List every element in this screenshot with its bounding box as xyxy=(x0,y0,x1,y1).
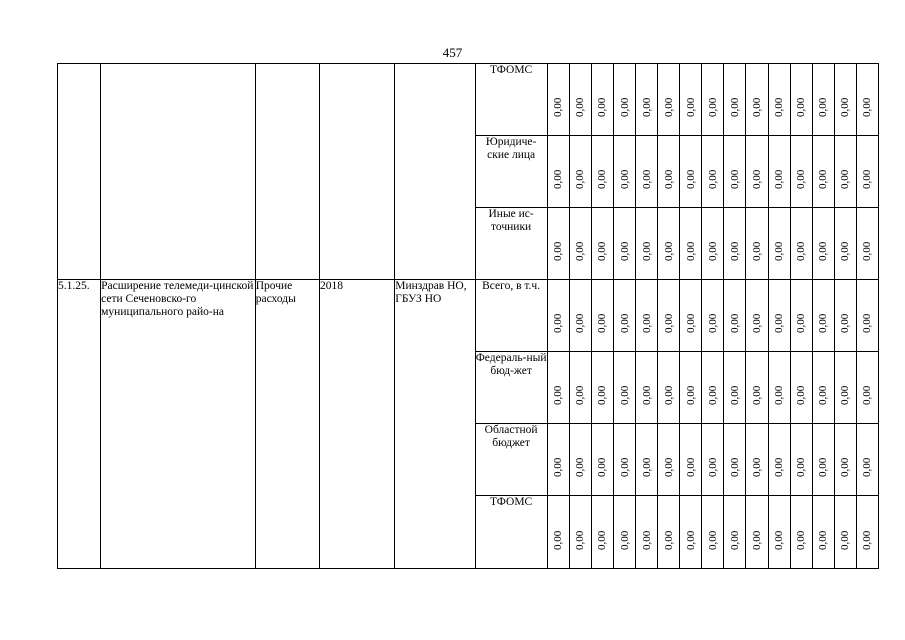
value-cell xyxy=(702,496,724,569)
value-text: 0,00 xyxy=(574,457,587,477)
value-cell xyxy=(768,136,790,208)
value-text: 0,00 xyxy=(817,385,830,405)
value-cell xyxy=(834,208,856,280)
value-cell xyxy=(856,64,878,136)
value-cell xyxy=(547,496,569,569)
value-text: 0,00 xyxy=(662,241,675,261)
value-text: 0,00 xyxy=(596,457,609,477)
value-cell xyxy=(658,424,680,496)
value-text: 0,00 xyxy=(552,313,565,333)
value-text: 0,00 xyxy=(684,313,697,333)
value-cell xyxy=(636,280,658,352)
value-cell xyxy=(591,64,613,136)
value-text: 0,00 xyxy=(795,241,808,261)
value-cell xyxy=(569,352,591,424)
value-cell xyxy=(834,352,856,424)
value-text: 0,00 xyxy=(795,530,808,550)
value-cell xyxy=(591,424,613,496)
value-text: 0,00 xyxy=(728,97,741,117)
value-text: 0,00 xyxy=(839,313,852,333)
value-text: 0,00 xyxy=(596,241,609,261)
value-text: 0,00 xyxy=(640,97,653,117)
value-cell xyxy=(746,208,768,280)
value-cell xyxy=(768,64,790,136)
value-cell xyxy=(547,64,569,136)
value-text: 0,00 xyxy=(706,241,719,261)
value-text: 0,00 xyxy=(596,97,609,117)
value-text: 0,00 xyxy=(728,530,741,550)
value-cell xyxy=(724,208,746,280)
value-text: 0,00 xyxy=(773,241,786,261)
value-text: 0,00 xyxy=(817,169,830,189)
value-text: 0,00 xyxy=(861,97,874,117)
value-text: 0,00 xyxy=(817,241,830,261)
value-cell xyxy=(746,424,768,496)
prev-name-cell xyxy=(101,64,256,280)
value-cell xyxy=(658,208,680,280)
funding-source-cell: Федераль-ный бюд-жет xyxy=(475,352,547,424)
value-text: 0,00 xyxy=(596,169,609,189)
value-cell xyxy=(834,280,856,352)
value-text: 0,00 xyxy=(817,97,830,117)
value-cell xyxy=(636,136,658,208)
value-cell xyxy=(790,496,812,569)
value-text: 0,00 xyxy=(795,457,808,477)
value-cell xyxy=(768,352,790,424)
value-cell xyxy=(569,496,591,569)
value-text: 0,00 xyxy=(640,169,653,189)
value-text: 0,00 xyxy=(662,97,675,117)
value-cell xyxy=(636,208,658,280)
value-text: 0,00 xyxy=(750,241,763,261)
value-cell xyxy=(790,352,812,424)
value-cell xyxy=(591,496,613,569)
value-cell xyxy=(680,136,702,208)
prev-year-cell xyxy=(319,64,394,280)
value-text: 0,00 xyxy=(640,530,653,550)
executor-cell: Минздрав НО, ГБУЗ НО xyxy=(395,280,475,569)
value-text: 0,00 xyxy=(750,530,763,550)
value-text: 0,00 xyxy=(728,457,741,477)
prev-executor-cell xyxy=(395,64,475,280)
value-cell xyxy=(702,280,724,352)
value-text: 0,00 xyxy=(750,169,763,189)
value-cell xyxy=(834,424,856,496)
value-text: 0,00 xyxy=(596,313,609,333)
value-cell xyxy=(613,424,635,496)
value-cell xyxy=(547,352,569,424)
value-cell xyxy=(547,208,569,280)
value-cell xyxy=(768,280,790,352)
value-cell xyxy=(856,424,878,496)
value-cell xyxy=(812,424,834,496)
value-text: 0,00 xyxy=(706,313,719,333)
value-cell xyxy=(724,280,746,352)
value-cell xyxy=(658,496,680,569)
value-text: 0,00 xyxy=(574,385,587,405)
value-text: 0,00 xyxy=(706,457,719,477)
value-text: 0,00 xyxy=(817,530,830,550)
value-text: 0,00 xyxy=(728,169,741,189)
value-text: 0,00 xyxy=(640,457,653,477)
value-text: 0,00 xyxy=(861,385,874,405)
item-name-cell: Расширение телемеди-цинской сети Сеченовско-го муниципального райо-на xyxy=(101,280,256,569)
value-cell xyxy=(680,424,702,496)
prev-number-cell xyxy=(58,64,101,280)
value-text: 0,00 xyxy=(618,313,631,333)
value-text: 0,00 xyxy=(861,457,874,477)
value-cell xyxy=(636,496,658,569)
value-text: 0,00 xyxy=(750,385,763,405)
value-cell xyxy=(591,208,613,280)
value-cell xyxy=(812,64,834,136)
value-text: 0,00 xyxy=(618,385,631,405)
value-cell xyxy=(746,136,768,208)
value-cell xyxy=(613,64,635,136)
value-cell xyxy=(768,208,790,280)
item-number-cell: 5.1.25. xyxy=(58,280,101,569)
value-text: 0,00 xyxy=(728,313,741,333)
value-text: 0,00 xyxy=(684,97,697,117)
value-cell xyxy=(636,64,658,136)
value-cell xyxy=(702,352,724,424)
value-cell xyxy=(680,64,702,136)
value-text: 0,00 xyxy=(773,457,786,477)
value-cell xyxy=(569,424,591,496)
value-cell xyxy=(856,136,878,208)
value-cell xyxy=(613,136,635,208)
value-cell xyxy=(724,496,746,569)
value-cell xyxy=(658,136,680,208)
value-text: 0,00 xyxy=(552,97,565,117)
value-cell xyxy=(856,496,878,569)
value-text: 0,00 xyxy=(817,313,830,333)
value-text: 0,00 xyxy=(750,313,763,333)
value-cell xyxy=(680,352,702,424)
value-cell xyxy=(702,424,724,496)
value-cell xyxy=(658,280,680,352)
value-text: 0,00 xyxy=(817,457,830,477)
value-cell xyxy=(613,280,635,352)
value-cell xyxy=(834,136,856,208)
value-text: 0,00 xyxy=(662,313,675,333)
budget-table xyxy=(57,63,879,569)
expense-type-cell: Прочие расходы xyxy=(255,280,319,569)
value-cell xyxy=(746,352,768,424)
value-cell xyxy=(746,496,768,569)
value-text: 0,00 xyxy=(618,530,631,550)
value-cell xyxy=(790,208,812,280)
value-text: 0,00 xyxy=(839,385,852,405)
value-text: 0,00 xyxy=(552,241,565,261)
value-text: 0,00 xyxy=(618,241,631,261)
value-text: 0,00 xyxy=(706,385,719,405)
value-text: 0,00 xyxy=(640,385,653,405)
funding-source-cell: ТФОМС xyxy=(475,496,547,569)
value-text: 0,00 xyxy=(596,530,609,550)
value-cell xyxy=(856,208,878,280)
value-cell xyxy=(680,496,702,569)
value-text: 0,00 xyxy=(662,385,675,405)
funding-source-cell: Иные ис-точники xyxy=(475,208,547,280)
value-text: 0,00 xyxy=(552,169,565,189)
value-text: 0,00 xyxy=(706,169,719,189)
value-cell xyxy=(636,352,658,424)
value-text: 0,00 xyxy=(684,385,697,405)
value-cell xyxy=(702,208,724,280)
value-text: 0,00 xyxy=(861,530,874,550)
value-cell xyxy=(856,352,878,424)
value-text: 0,00 xyxy=(552,530,565,550)
value-cell xyxy=(790,280,812,352)
value-text: 0,00 xyxy=(574,169,587,189)
value-text: 0,00 xyxy=(795,313,808,333)
value-cell xyxy=(591,352,613,424)
value-cell xyxy=(724,64,746,136)
value-text: 0,00 xyxy=(552,385,565,405)
value-text: 0,00 xyxy=(728,385,741,405)
value-text: 0,00 xyxy=(684,169,697,189)
value-text: 0,00 xyxy=(640,241,653,261)
value-cell xyxy=(790,136,812,208)
value-text: 0,00 xyxy=(596,385,609,405)
value-cell xyxy=(768,424,790,496)
value-cell xyxy=(613,208,635,280)
value-text: 0,00 xyxy=(839,530,852,550)
value-text: 0,00 xyxy=(574,530,587,550)
value-text: 0,00 xyxy=(839,169,852,189)
value-text: 0,00 xyxy=(773,169,786,189)
value-text: 0,00 xyxy=(662,169,675,189)
year-cell: 2018 xyxy=(319,280,394,569)
value-cell xyxy=(591,136,613,208)
value-cell xyxy=(613,496,635,569)
prev-expense-cell xyxy=(255,64,319,280)
value-text: 0,00 xyxy=(684,241,697,261)
value-cell xyxy=(746,64,768,136)
value-cell xyxy=(724,136,746,208)
value-text: 0,00 xyxy=(773,530,786,550)
value-text: 0,00 xyxy=(839,97,852,117)
value-cell xyxy=(591,280,613,352)
value-text: 0,00 xyxy=(750,457,763,477)
funding-source-cell: Всего, в т.ч. xyxy=(475,280,547,352)
value-text: 0,00 xyxy=(839,241,852,261)
value-text: 0,00 xyxy=(795,385,808,405)
funding-source-cell: Юридиче-ские лица xyxy=(475,136,547,208)
table-row xyxy=(58,64,879,136)
value-cell xyxy=(547,424,569,496)
value-cell xyxy=(812,136,834,208)
value-cell xyxy=(569,64,591,136)
value-text: 0,00 xyxy=(574,241,587,261)
value-cell xyxy=(702,136,724,208)
value-cell xyxy=(680,208,702,280)
table-row xyxy=(58,280,879,352)
value-text: 0,00 xyxy=(574,313,587,333)
value-text: 0,00 xyxy=(861,169,874,189)
value-cell xyxy=(746,280,768,352)
value-cell xyxy=(812,352,834,424)
value-cell xyxy=(812,496,834,569)
value-cell xyxy=(812,208,834,280)
value-cell xyxy=(569,280,591,352)
value-text: 0,00 xyxy=(684,457,697,477)
value-cell xyxy=(547,280,569,352)
value-text: 0,00 xyxy=(839,457,852,477)
value-text: 0,00 xyxy=(552,457,565,477)
value-cell xyxy=(702,64,724,136)
value-text: 0,00 xyxy=(684,530,697,550)
value-text: 0,00 xyxy=(618,457,631,477)
value-text: 0,00 xyxy=(706,530,719,550)
funding-source-cell: Областной бюджет xyxy=(475,424,547,496)
value-cell xyxy=(569,136,591,208)
value-text: 0,00 xyxy=(574,97,587,117)
value-text: 0,00 xyxy=(773,313,786,333)
value-cell xyxy=(613,352,635,424)
value-cell xyxy=(790,424,812,496)
funding-source-cell: ТФОМС xyxy=(475,64,547,136)
value-cell xyxy=(569,208,591,280)
value-text: 0,00 xyxy=(861,313,874,333)
value-cell xyxy=(724,424,746,496)
value-text: 0,00 xyxy=(640,313,653,333)
value-text: 0,00 xyxy=(706,97,719,117)
value-text: 0,00 xyxy=(861,241,874,261)
value-cell xyxy=(724,352,746,424)
value-text: 0,00 xyxy=(795,169,808,189)
value-cell xyxy=(636,424,658,496)
value-text: 0,00 xyxy=(662,457,675,477)
value-cell xyxy=(834,496,856,569)
value-text: 0,00 xyxy=(618,169,631,189)
value-cell xyxy=(547,136,569,208)
value-text: 0,00 xyxy=(662,530,675,550)
value-cell xyxy=(834,64,856,136)
value-cell xyxy=(790,64,812,136)
value-text: 0,00 xyxy=(773,97,786,117)
value-cell xyxy=(680,280,702,352)
value-cell xyxy=(658,64,680,136)
value-cell xyxy=(856,280,878,352)
value-cell xyxy=(768,496,790,569)
value-cell xyxy=(812,280,834,352)
value-cell xyxy=(658,352,680,424)
value-text: 0,00 xyxy=(618,97,631,117)
page-number: 457 xyxy=(442,45,463,60)
value-text: 0,00 xyxy=(795,97,808,117)
value-text: 0,00 xyxy=(773,385,786,405)
value-text: 0,00 xyxy=(750,97,763,117)
value-text: 0,00 xyxy=(728,241,741,261)
